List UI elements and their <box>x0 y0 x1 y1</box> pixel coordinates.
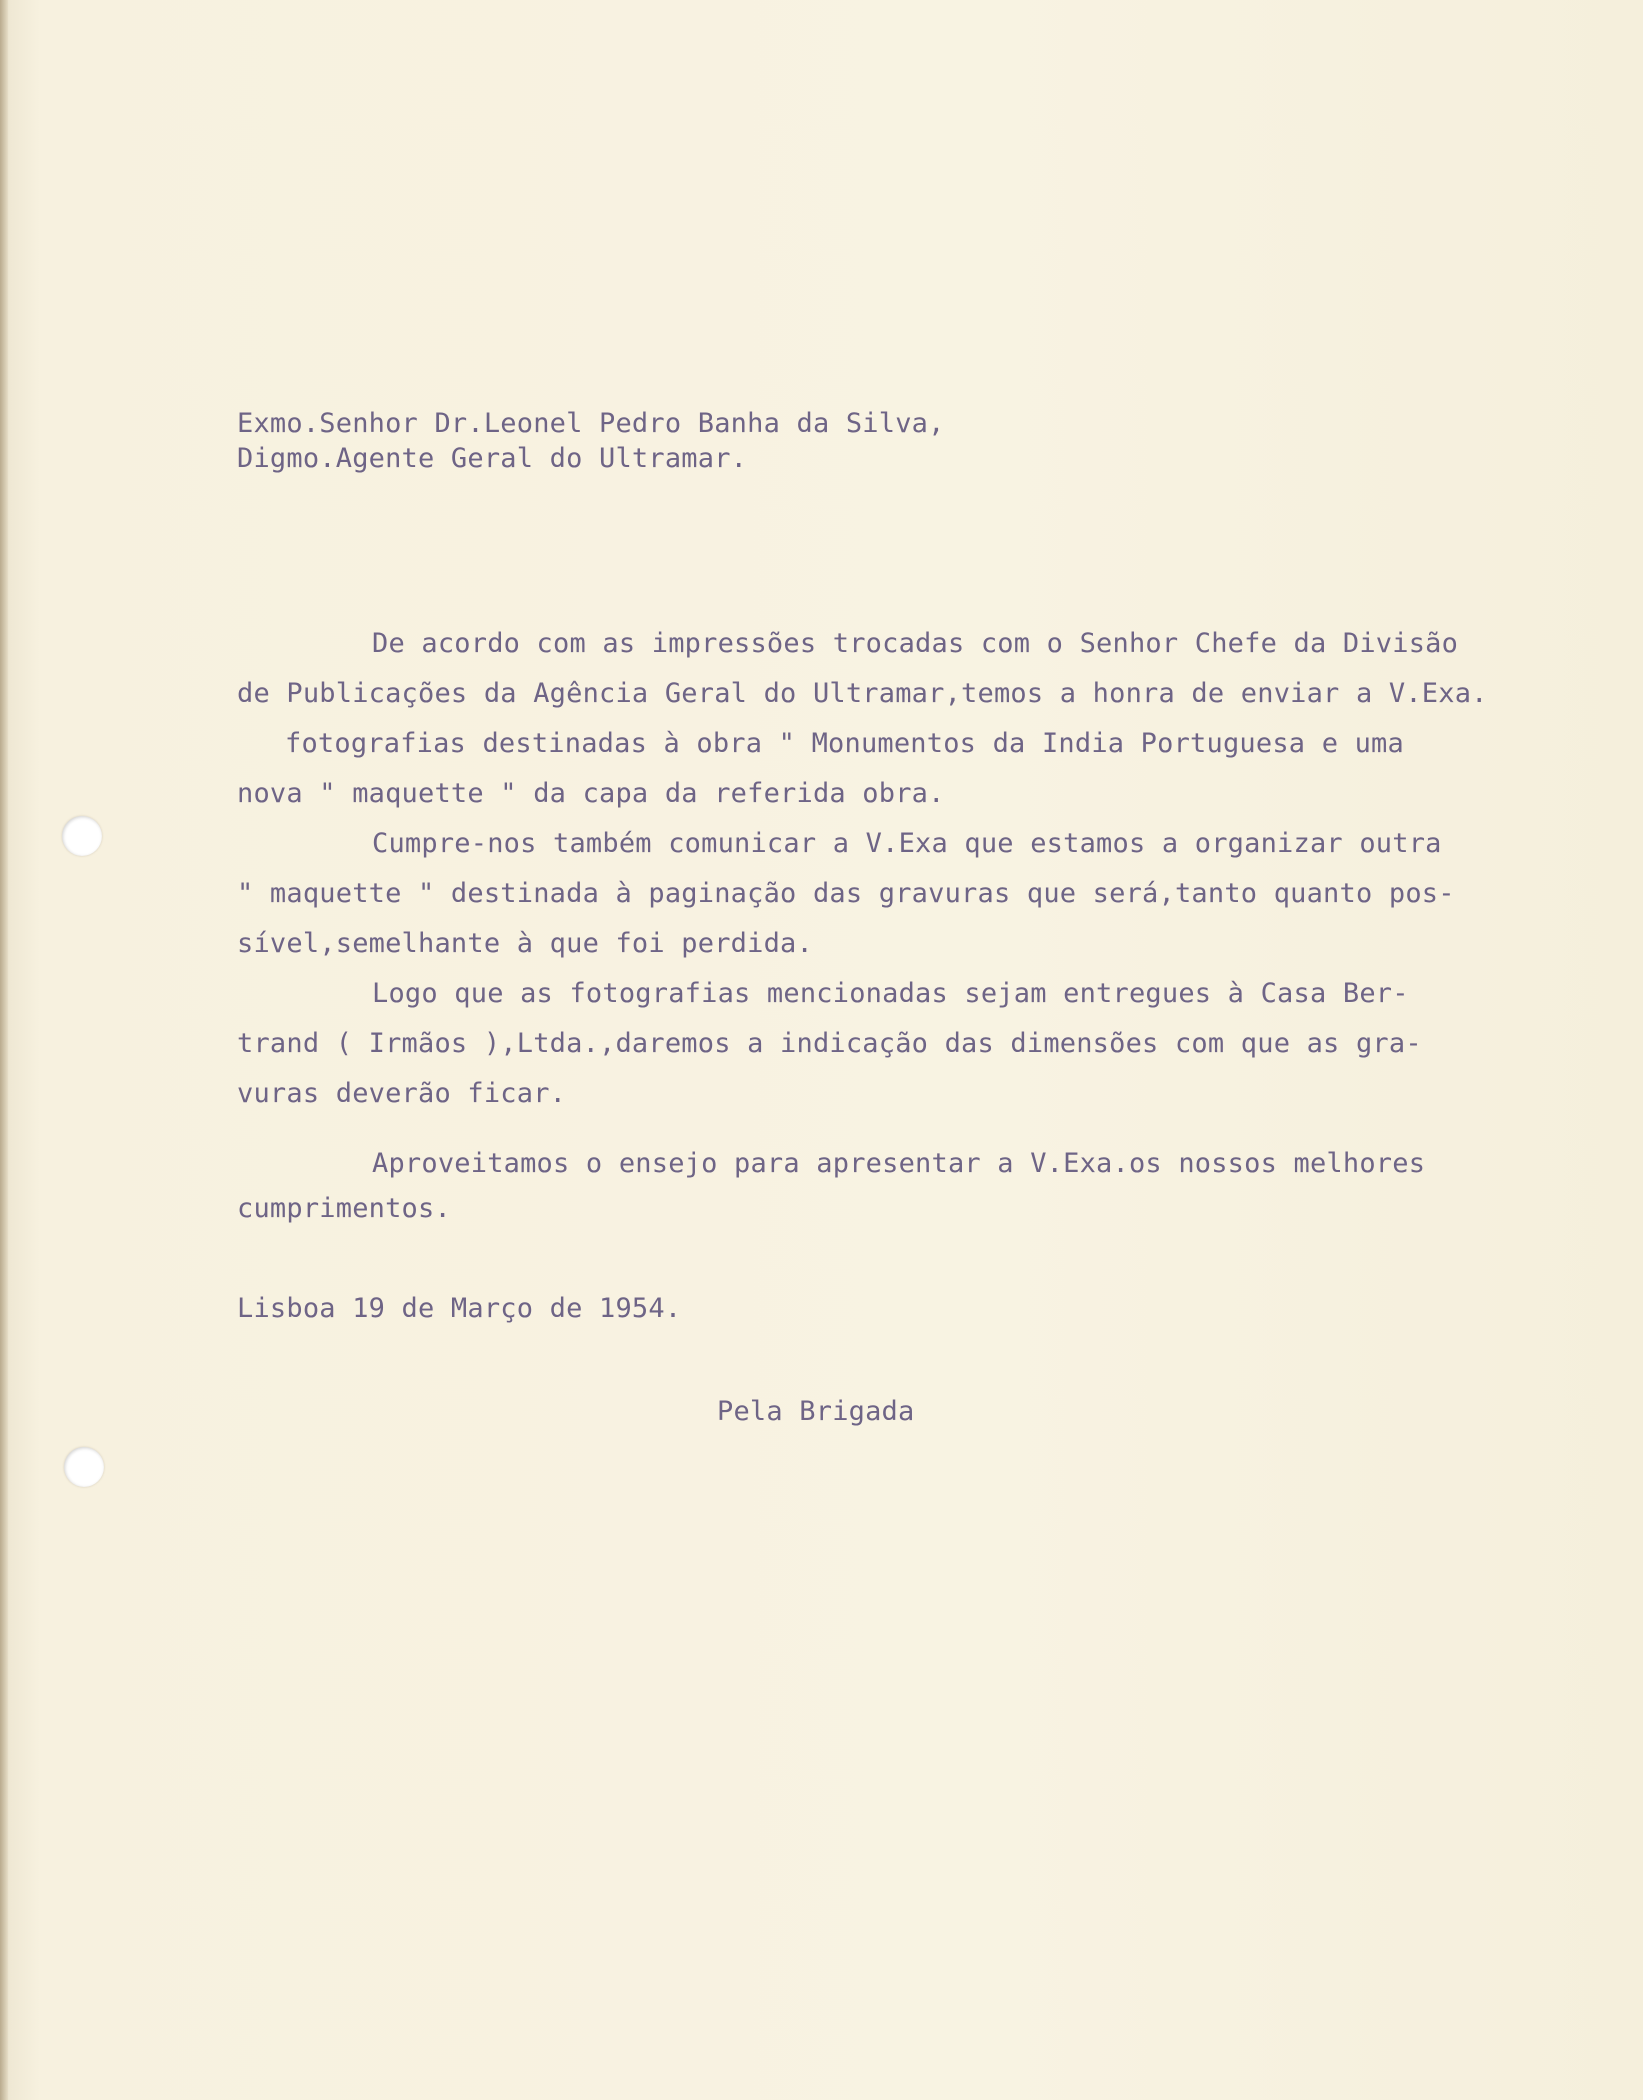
addressee-line: Exmo.Senhor Dr.Leonel Pedro Banha da Silva, <box>237 408 945 439</box>
paper-edge-shadow <box>0 0 8 2100</box>
punch-hole <box>62 816 102 856</box>
body-line: fotografias destinadas à obra " Monumentos da India Portuguesa e uma <box>285 728 1404 759</box>
body-line: Cumpre-nos também comunicar a V.Exa que estamos a organizar outra <box>372 828 1442 859</box>
body-line: de Publicações da Agência Geral do Ultramar,temos a honra de enviar a V.Exa. <box>237 678 1488 709</box>
signature: Pela Brigada <box>717 1396 915 1427</box>
punch-hole <box>64 1447 104 1487</box>
body-line: De acordo com as impressões trocadas com o Senhor Chefe da Divisão <box>372 628 1459 659</box>
body-line: cumprimentos. <box>237 1193 451 1224</box>
body-line: Aproveitamos o ensejo para apresentar a V.Exa.os nossos melhores <box>372 1148 1426 1179</box>
body-line: nova " maquette " da capa da referida obra. <box>237 778 945 809</box>
body-line: " maquette " destinada à paginação das gravuras que será,tanto quanto pos- <box>237 878 1455 909</box>
body-line: Logo que as fotografias mencionadas sejam entregues à Casa Ber- <box>372 978 1409 1009</box>
place-date: Lisboa 19 de Março de 1954. <box>237 1293 682 1324</box>
body-line: trand ( Irmãos ),Ltda.,daremos a indicação das dimensões com que as gra- <box>237 1028 1422 1059</box>
addressee-line: Digmo.Agente Geral do Ultramar. <box>237 443 748 474</box>
body-line: sível,semelhante à que foi perdida. <box>237 928 813 959</box>
body-line: vuras deverão ficar. <box>237 1078 567 1109</box>
